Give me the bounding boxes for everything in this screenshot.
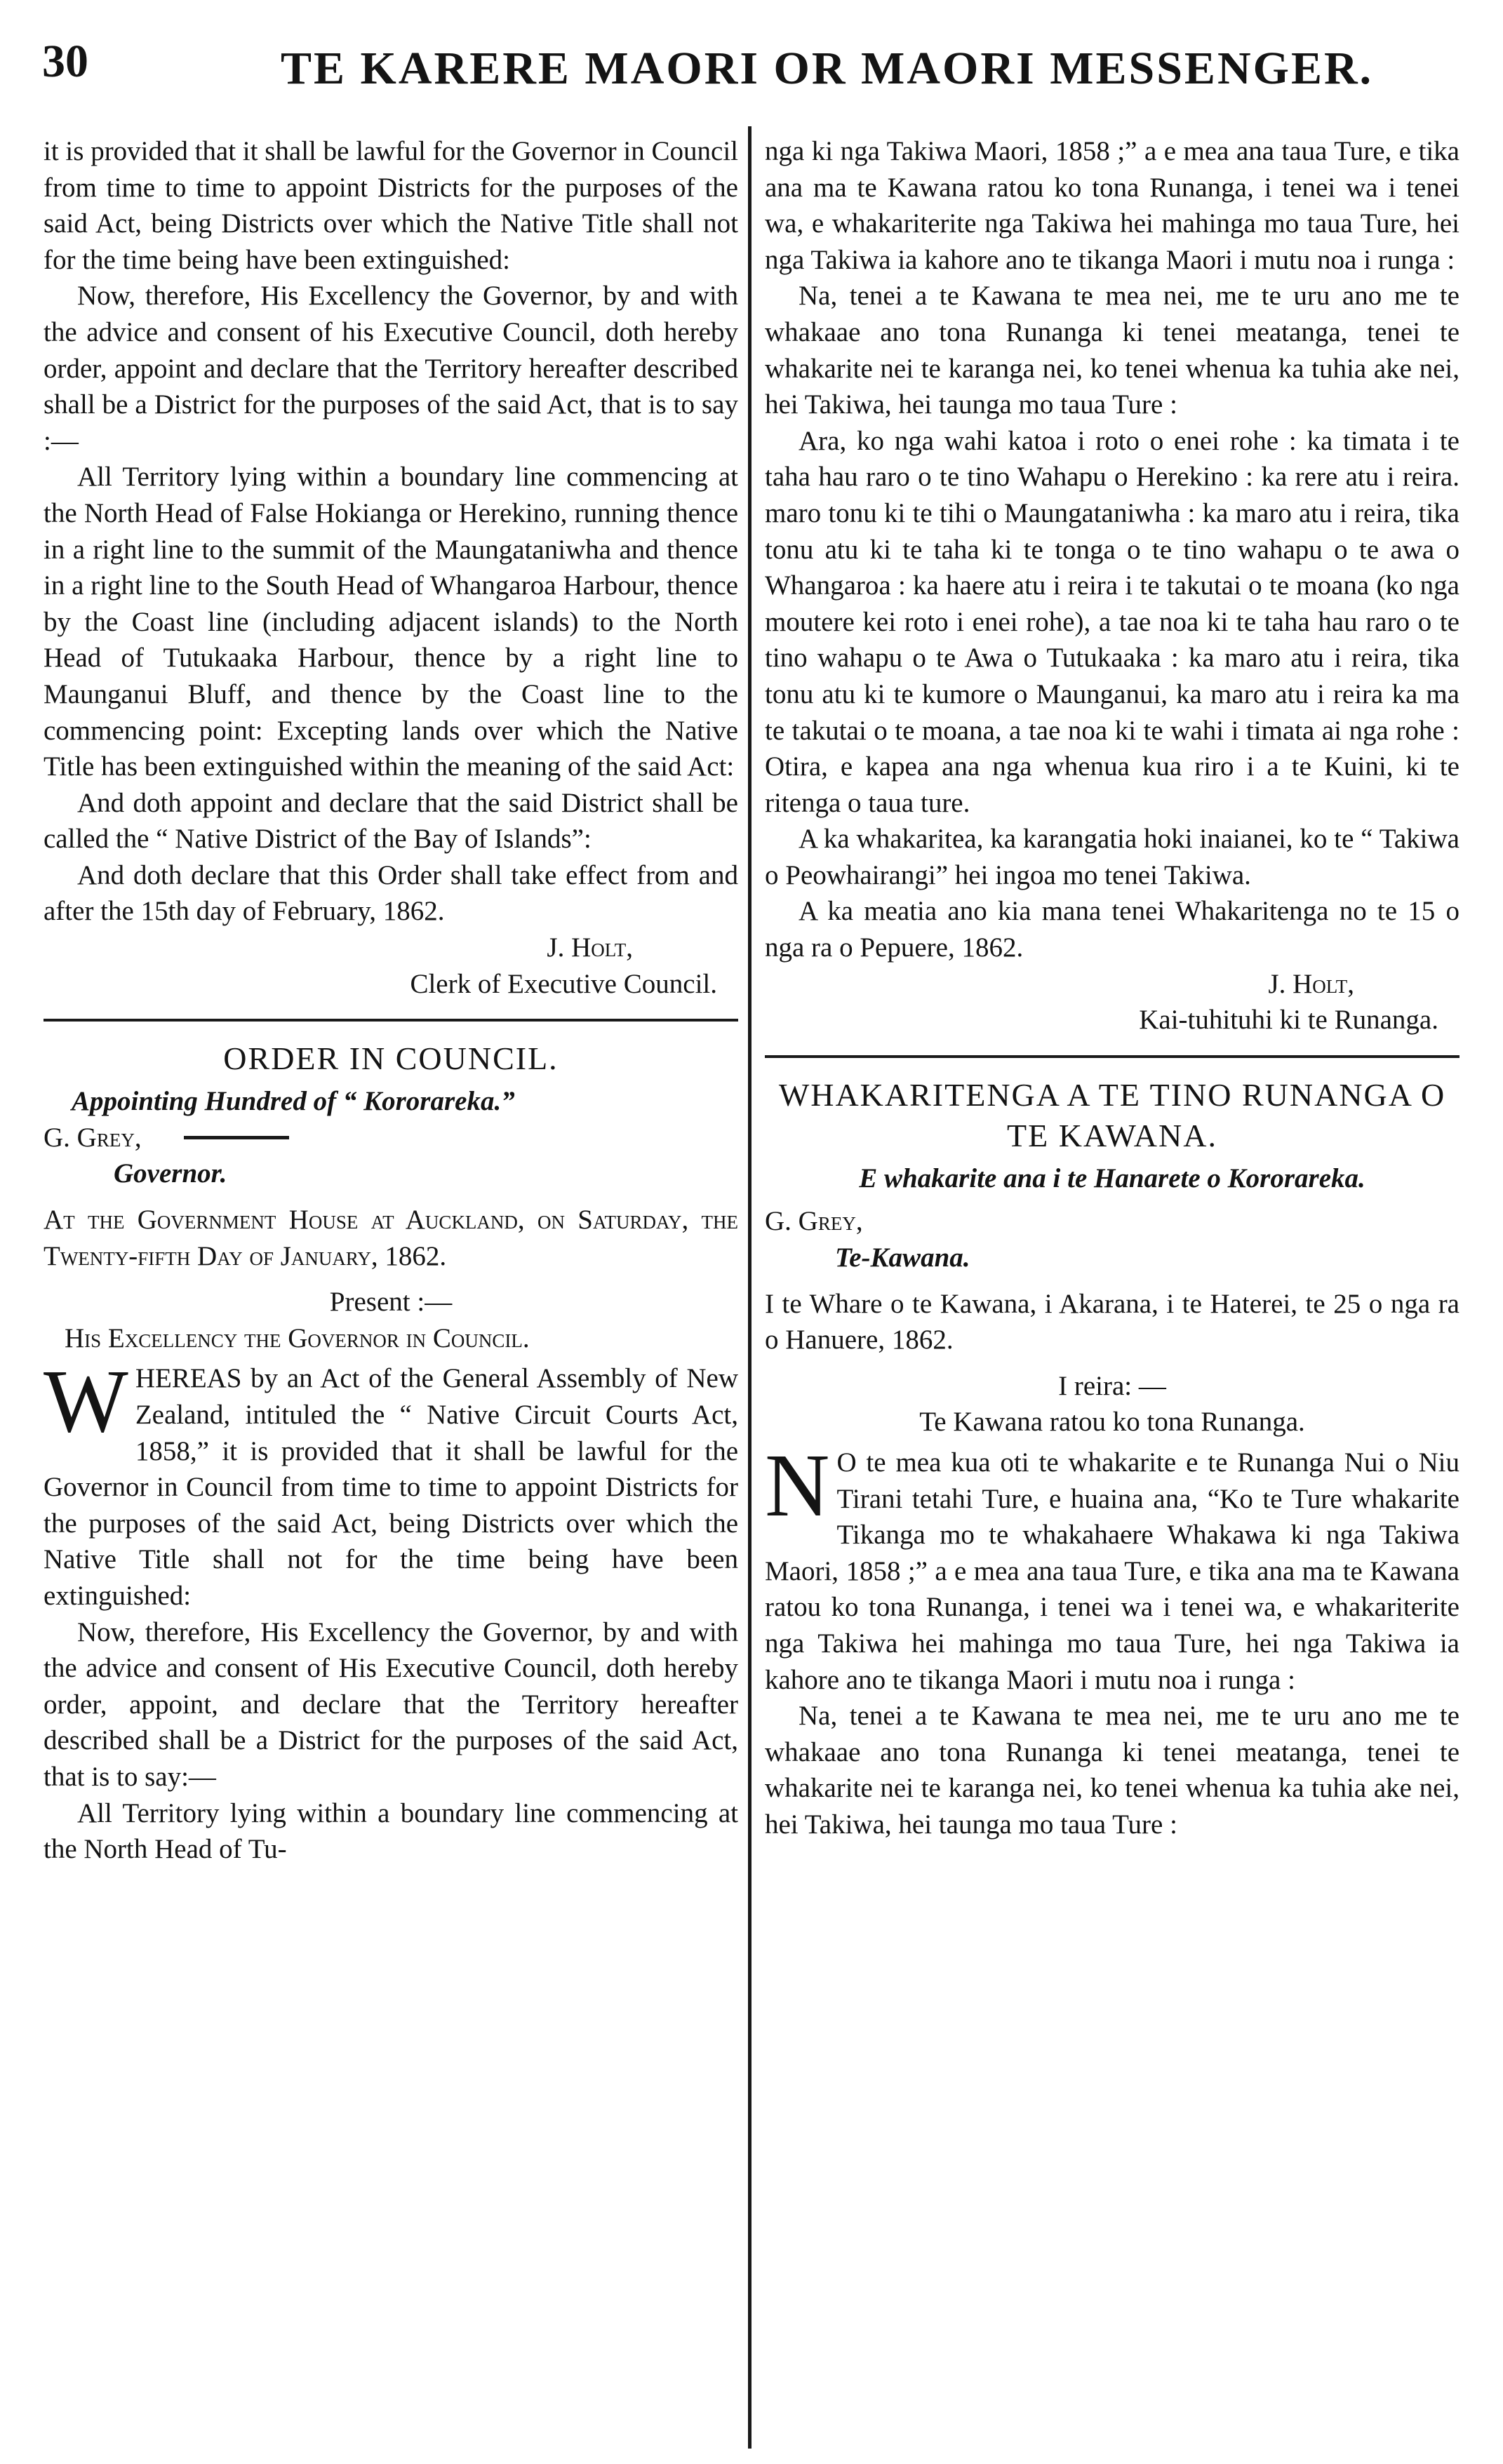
signature-title: Kai-tuhituhi ki te Runanga. (1139, 1005, 1438, 1036)
paragraph: Now, therefore, His Excellency the Governor, by and with the advice and consent of His Executive Council, doth hereby order, appoint, and declare that the Territory hereafter described shall be a District for the purposes of the said Act, that is to say:— (44, 1616, 738, 1792)
council-line: Te Kawana ratou ko tona Runanga. (919, 1407, 1305, 1438)
column-divider (748, 126, 752, 2449)
signature-title: Clerk of Executive Council. (410, 968, 717, 999)
page-header (42, 21, 1461, 112)
section-subtitle: E whakarite ana i te Hanarete o Kororareka. (859, 1163, 1365, 1193)
dash-rule (184, 1136, 289, 1139)
present-label: Present :— (329, 1287, 453, 1318)
place-and-date: I te Whare o te Kawana, i Akarana, i te Haterei, te 25 o nga ra o Hanuere, 1862. (765, 1288, 1459, 1355)
paragraph: nga ki nga Takiwa Maori, 1858 ;” a e mea ana taua Ture, e tika ana ma te Kawana ratou ko tona Runanga, i tenei wa i tenei wa, e whakariterite nga Takiwa hei mahinga mo taua Ture, hei nga Takiwa ia kahore ano te tikanga Maori i mutu noa i runga : (765, 136, 1459, 275)
governor-name: G. Grey, (44, 1122, 142, 1153)
paragraph-with-dropcap (44, 1351, 738, 1614)
section-title: WHAKARITENGA A TE TINO RUNANGA O TE KAWANA. (778, 1076, 1446, 1153)
paragraph-text: HEREAS by an Act of the General Assembly of New Zealand, intituled the “ Native Circuit Courts Act, 1858,” it is provided that it shall be lawful for the Governor in Council from time to time to appoint Districts for the purposes of the said Act, being Districts over which the Native Title shall not for the time being have been extinguished: (44, 1363, 738, 1611)
section-rule (44, 1019, 738, 1022)
masthead-title: TE KARERE MAORI OR MAORI MESSENGER. (281, 43, 1374, 94)
paragraph: it is provided that it shall be lawful for the Governor in Council from time to time to appoint Districts for the purposes of the said Act, being Districts over which the Native Title shall not for the time being have been extinguished: (44, 136, 738, 275)
paragraph: Na, tenei a te Kawana te mea nei, me te uru ano me te whakaae ano tona Runanga ki tenei meatanga, tenei te whakarite nei te karanga nei, ko tenei whenua ka tuhia ake nei, hei Takiwa, hei taunga mo taua Ture : (765, 1701, 1459, 1840)
section-rule (765, 1055, 1459, 1058)
paragraph: Ara, ko nga wahi katoa i roto o enei rohe : ka timata i te taha hau raro o te tino Wahapu o Herekino : ka rere atu i reira. maro tonu ki te tihi o Maungataniwha : ka maro atu i reira, tika tonu atu ki te taha ki te tonga o te tino wahapu o te awa o Whangaroa : ka haere atu i reira i te takutai o te moana (ko nga moutere kei roto i enei rohe), a tae noa ki te taha hau raro o te tino wahapu o te Awa o Tutukaaka : ka maro atu i reira, tika tonu atu ki te kumore o Maunganui, ka maro atu i reira ka ma te takutai o te moana, a tae noa ki te wahi i timata ai nga rohe : Otira, e kapea ana nga whenua kua riro i a te Kuini, ki te ritenga o taua ture. (765, 425, 1459, 818)
governor-signature (44, 1120, 738, 1156)
section-title: ORDER IN COUNCIL. (223, 1040, 559, 1077)
council-line: His Excellency the Governor in Council. (65, 1323, 530, 1353)
governor-name: G. Grey, (765, 1206, 863, 1237)
present-label: I reira: — (1058, 1370, 1166, 1401)
paragraph: And doth appoint and declare that the said District shall be called the “ Native District of the Bay of Islands”: (44, 787, 738, 855)
paragraph-with-dropcap (765, 1435, 1459, 1698)
governor-title: Governor. (114, 1158, 227, 1189)
paragraph: Na, tenei a te Kawana te mea nei, me te uru ano me te whakaae ano tona Runanga ki tenei meatanga, tenei te whakarite nei te karanga nei, ko tenei whenua ka tuhia ake nei, hei Takiwa, hei taunga mo taua Ture : (765, 281, 1459, 420)
page-number: 30 (42, 36, 88, 87)
signature-name: J. Holt, (1268, 968, 1354, 999)
paragraph: All Territory lying within a boundary line commencing at the North Head of False Hokianga or Herekino, running thence in a right line to the summit of the Maungataniwha and thence in a right line to the South Head of Whangaroa Harbour, thence by the Coast line (including adjacent islands) to the North Head of Tutukaaka Harbour, thence by a right line to Maunganui Bluff, and thence by the Coast line to the commencing point: Excepting lands over which the Native Title has been extinguished within the meaning of the said Act: (44, 462, 738, 782)
signature-name: J. Holt, (547, 932, 633, 963)
english-column (44, 133, 738, 1868)
section-subtitle: Appointing Hundred of “ Kororareka.” (72, 1086, 515, 1117)
paragraph: All Territory lying within a boundary line commencing at the North Head of Tu- (44, 1797, 738, 1865)
drop-cap: W (44, 1351, 128, 1452)
paragraph: A ka meatia ano kia mana tenei Whakaritenga no te 15 o nga ra o Pepuere, 1862. (765, 896, 1459, 963)
paragraph-text: O te mea kua oti te whakarite e te Runanga Nui o Niu Tirani tetahi Ture, e huaina ana, “Ko te Ture whakarite Tikanga mo te whakahaere Whakawa ki nga Takiwa Maori, 1858 ;” a e mea ana taua Ture, e tika ana ma te Kawana ratou ko tona Runanga, i tenei wa i tenei wa, e whakariterite nga Takiwa hei mahinga mo taua Ture, hei nga Takiwa ia kahore ano te tikanga Maori i mutu noa i runga : (765, 1447, 1459, 1695)
place-and-date: At the Government House at Auckland, on Saturday, the Twenty-fifth Day of January, 1862. (44, 1205, 738, 1271)
paragraph: And doth declare that this Order shall take effect from and after the 15th day of February, 1862. (44, 859, 738, 927)
paragraph: Now, therefore, His Excellency the Governor, by and with the advice and consent of his Executive Council, doth hereby order, appoint and declare that the Territory hereafter described shall be a District for the purposes of the said Act, that is to say :— (44, 281, 738, 456)
paragraph: A ka whakaritea, ka karangatia hoki inaianei, ko te “ Takiwa o Peowhairangi” hei ingoa mo tenei Takiwa. (765, 824, 1459, 890)
maori-column (765, 133, 1459, 1843)
drop-cap: N (765, 1435, 830, 1535)
governor-title: Te-Kawana. (835, 1243, 970, 1273)
